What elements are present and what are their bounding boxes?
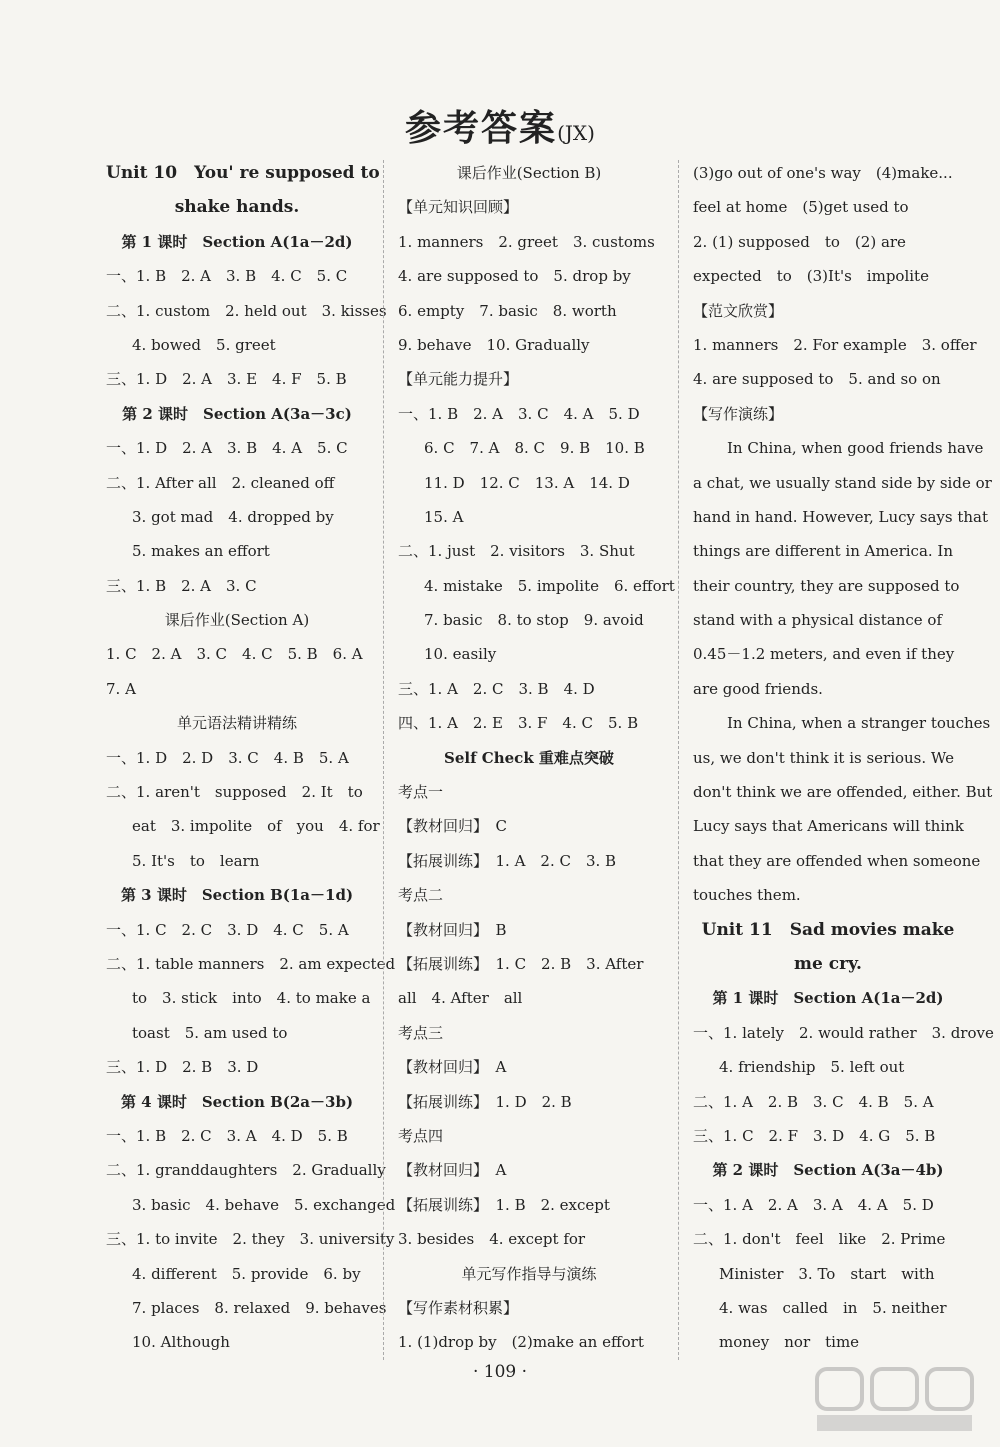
answer-line: 6. C 7. A 8. C 9. B 10. B (424, 439, 645, 458)
answer-line: money nor time (719, 1333, 860, 1352)
answer-line: 二、1. A 2. B 3. C 4. B 5. A (693, 1092, 934, 1111)
answer-line: 第 2 课时 Section A(3a－3c) (122, 404, 352, 423)
answer-line: 4. mistake 5. impolite 6. effort (424, 576, 675, 595)
answer-line: 9. behave 10. Gradually (398, 335, 590, 354)
answer-line: 一、1. B 2. C 3. A 4. D 5. B (106, 1126, 348, 1145)
answer-line: things are different in America. In (693, 542, 954, 561)
answer-line: to 3. stick into 4. to make a (132, 989, 371, 1008)
answer-line: 二、1. don't feel like 2. Prime (693, 1230, 946, 1249)
answer-column-3 (693, 156, 994, 1360)
answer-line: me cry. (794, 953, 862, 974)
answer-line: 课后作业(Section B) (456, 164, 602, 182)
answer-line: 二、1. custom 2. held out 3. kisses (106, 301, 387, 320)
answer-line: 7. places 8. relaxed 9. behaves (132, 1298, 387, 1317)
answer-line: 三、1. D 2. A 3. E 4. F 5. B (106, 370, 347, 389)
answer-line: 一、1. B 2. A 3. C 4. A 5. D (398, 404, 640, 423)
answer-line: 一、1. B 2. A 3. B 4. C 5. C (106, 267, 348, 286)
answer-line: 三、1. to invite 2. they 3. university (106, 1230, 395, 1249)
answer-line: 1. (1)drop by (2)make an effort (398, 1333, 644, 1352)
answer-line: 【单元能力提升】 (398, 370, 519, 389)
page-title (0, 100, 1000, 151)
answer-line: 0.45－1.2 meters, and even if they (693, 645, 955, 664)
answer-line: In China, when good friends have (727, 439, 984, 458)
answer-line: 【范文欣赏】 (693, 301, 784, 320)
answer-line: 第 4 课时 Section B(2a－3b) (120, 1092, 354, 1111)
answer-line: 单元语法精讲精练 (176, 714, 297, 733)
page-number: · 109 · (472, 1362, 528, 1382)
answer-line: Self Check 重难点突破 (444, 748, 614, 767)
answer-line: 单元写作指导与演练 (461, 1264, 597, 1283)
answer-line: a chat, we usually stand side by side or (693, 473, 992, 492)
answer-line: 一、1. D 2. A 3. B 4. A 5. C (106, 439, 348, 458)
answer-column-1 (106, 156, 396, 1360)
answer-line: stand with a physical distance of (693, 611, 943, 630)
answer-line: 三、1. D 2. B 3. D (106, 1058, 259, 1077)
answer-line: 考点一 (398, 783, 444, 802)
answer-line: don't think we are offended, either. But (693, 783, 993, 802)
answer-line: are good friends. (693, 679, 823, 698)
column-divider (678, 160, 679, 1360)
answer-line: 三、1. C 2. F 3. D 4. G 5. B (693, 1126, 936, 1145)
answer-line: eat 3. impolite of you 4. for (132, 817, 380, 836)
answer-line: 二、1. aren't supposed 2. It to (106, 783, 363, 802)
answer-line: Lucy says that Americans will think (693, 817, 964, 836)
answer-line: expected to (3)It's impolite (693, 267, 929, 286)
answer-line: 11. D 12. C 13. A 14. D (424, 473, 630, 492)
answer-line: feel at home (5)get used to (693, 198, 909, 217)
answer-line: Minister 3. To start with (719, 1264, 935, 1283)
watermark-logo (812, 1365, 982, 1435)
answer-line: 【拓展训练】 1. D 2. B (398, 1092, 572, 1111)
answer-line: all 4. After all (398, 989, 523, 1008)
answer-column-2 (398, 156, 675, 1360)
answer-line: 四、1. A 2. E 3. F 4. C 5. B (398, 714, 639, 733)
answer-line: 考点四 (398, 1126, 444, 1145)
answer-line: 3. got mad 4. dropped by (132, 507, 334, 526)
answer-line: 3. basic 4. behave 5. exchanged (132, 1195, 396, 1214)
answer-line: 【拓展训练】 1. B 2. except (398, 1195, 610, 1214)
answer-line: 4. are supposed to 5. drop by (398, 267, 631, 286)
answer-line: 三、1. A 2. C 3. B 4. D (398, 679, 595, 698)
answer-line: 【写作演练】 (693, 404, 784, 423)
answer-line: touches them. (693, 886, 801, 905)
answer-line: 一、1. lately 2. would rather 3. drove (693, 1023, 994, 1042)
answer-line: 4. are supposed to 5. and so on (693, 370, 941, 389)
answer-line: (3)go out of one's way (4)make... (693, 164, 953, 182)
answer-line: 1. C 2. A 3. C 4. C 5. B 6. A (106, 645, 363, 664)
answer-line: 2. (1) supposed to (2) are (693, 232, 906, 251)
answer-line: 5. It's to learn (132, 851, 260, 870)
answer-line: hand in hand. However, Lucy says that (693, 507, 989, 526)
answer-line: shake hands. (174, 197, 300, 218)
answer-line: 【拓展训练】 1. C 2. B 3. After (398, 954, 644, 973)
answer-line: Unit 10 You' re supposed to (106, 163, 380, 183)
answer-line: 【教材回归】 A (398, 1161, 507, 1180)
answer-line: Unit 11 Sad movies make (701, 919, 955, 940)
answer-line: 考点三 (398, 1023, 444, 1042)
answer-line: 3. besides 4. except for (398, 1230, 586, 1249)
answer-line: 7. A (106, 679, 136, 698)
answer-line: 课后作业(Section A) (164, 611, 310, 630)
answer-line: 1. manners 2. greet 3. customs (398, 232, 655, 251)
answer-line: 一、1. C 2. C 3. D 4. C 5. A (106, 920, 349, 939)
answer-line: 第 1 课时 Section A(1a－2d) (712, 989, 944, 1008)
title-main: 参考答案 (405, 107, 558, 149)
answer-line: us, we don't think it is serious. We (693, 748, 954, 767)
answer-line: 4. different 5. provide 6. by (132, 1264, 361, 1283)
answer-line: 二、1. granddaughters 2. Gradually (106, 1161, 386, 1180)
answer-line: 【教材回归】 B (398, 920, 507, 939)
answer-line: 二、1. table manners 2. am expected (106, 954, 396, 973)
answer-line: 第 3 课时 Section B(1a－1d) (120, 886, 354, 905)
answer-line: 4. was called in 5. neither (719, 1298, 947, 1317)
answer-line: 二、1. just 2. visitors 3. Shut (398, 542, 635, 561)
answer-line: 【教材回归】 C (398, 817, 507, 836)
answer-line: 【拓展训练】 1. A 2. C 3. B (398, 851, 617, 870)
answer-line: that they are offended when someone (693, 851, 981, 870)
answer-line: In China, when a stranger touches (727, 714, 991, 733)
title-sub: (JX) (557, 121, 595, 145)
answer-line: 10. Although (132, 1333, 230, 1352)
answer-line: 第 2 课时 Section A(3a－4b) (712, 1161, 944, 1180)
answer-line: 4. friendship 5. left out (719, 1058, 905, 1077)
answer-line: toast 5. am used to (132, 1023, 288, 1042)
answer-line: 【单元知识回顾】 (398, 198, 519, 217)
answer-line: 6. empty 7. basic 8. worth (398, 301, 617, 320)
answer-line: 10. easily (424, 645, 497, 664)
answer-line: 5. makes an effort (132, 542, 270, 561)
answer-line: 二、1. After all 2. cleaned off (106, 473, 335, 492)
answer-line: 【写作素材积累】 (398, 1298, 519, 1317)
answer-line: 1. manners 2. For example 3. offer (693, 335, 977, 354)
answer-line: 考点二 (398, 886, 444, 905)
answer-line: 三、1. B 2. A 3. C (106, 576, 257, 595)
answer-line: 7. basic 8. to stop 9. avoid (424, 611, 644, 630)
answer-line: 【教材回归】 A (398, 1058, 507, 1077)
answer-line: 一、1. A 2. A 3. A 4. A 5. D (693, 1195, 934, 1214)
answer-line: 4. bowed 5. greet (132, 335, 276, 354)
answer-line: 一、1. D 2. D 3. C 4. B 5. A (106, 748, 349, 767)
answer-line: 15. A (424, 507, 464, 526)
answer-line: 第 1 课时 Section A(1a－2d) (121, 232, 353, 251)
answer-line: their country, they are supposed to (693, 576, 960, 595)
column-divider (383, 160, 384, 1360)
